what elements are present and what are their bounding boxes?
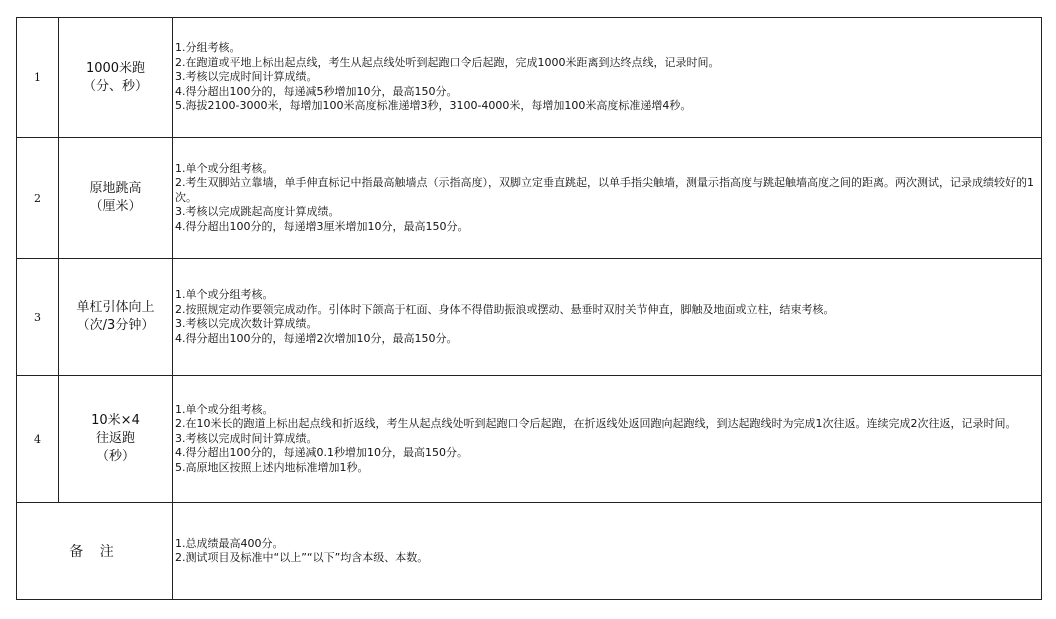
rule-line: 2.在10米长的跑道上标出起点线和折返线，考生从起点线处听到起跑口令后起跑，在折返线处返回跑向起跑线，到达起跑线时为完成1次往返。连续完成2次往返，记录时间。 (175, 417, 1017, 431)
test-item-line: （次/3分钟） (76, 318, 155, 333)
table-row (17, 259, 1042, 376)
rule-line: 5.高原地区按照上述内地标准增加1秒。 (175, 460, 369, 474)
remark-rules (173, 503, 1042, 600)
table-row (17, 18, 1042, 138)
rule-line: 4.得分超出100分的，每递增3厘米增加10分，最高150分。 (175, 219, 469, 233)
test-item-line: （厘米） (89, 199, 142, 214)
rule-line: 4.得分超出100分的，每递减0.1秒增加10分，最高150分。 (175, 446, 468, 460)
test-item-line: （分、秒） (82, 78, 148, 94)
rule-line: 3.考核以完成跳起高度计算成绩。 (175, 205, 340, 219)
row-index: 1 (17, 18, 59, 138)
rule-line: 2.考生双脚站立靠墙，单手伸直标记中指最高触墙点（示指高度），双脚立定垂直跳起，以单手指尖触墙，测量示指高度与跳起触墙高度之间的距离。两次测试，记录成绩较好的1次。 (175, 176, 1034, 204)
rule-line: 1.分组考核。 (175, 41, 241, 55)
rule-line: 3.考核以完成时间计算成绩。 (175, 70, 318, 84)
rule-line: 4.得分超出100分的，每递增2次增加10分，最高150分。 (175, 331, 458, 345)
rule-line: 4.得分超出100分的，每递减5秒增加10分，最高150分。 (175, 84, 458, 98)
test-rules (173, 259, 1042, 376)
test-item-line: （秒） (95, 449, 135, 464)
test-item-line: 原地跳高 (89, 181, 142, 196)
test-item-name (59, 138, 173, 259)
remark-row (17, 503, 1042, 600)
table-row (17, 376, 1042, 503)
remark-label: 备 注 (17, 503, 173, 600)
rule-line: 1.总成绩最高400分。 (175, 536, 284, 550)
rule-line: 3.考核以完成时间计算成绩。 (175, 431, 318, 445)
row-index: 4 (17, 376, 59, 503)
table-row (17, 138, 1042, 259)
rule-line: 1.单个或分组考核。 (175, 402, 274, 416)
test-item-line: 10米×4 (91, 413, 140, 428)
fitness-test-standards-table (16, 17, 1042, 600)
test-rules (173, 18, 1042, 138)
rule-line: 2.在跑道或平地上标出起点线，考生从起点线处听到起跑口令后起跑，完成1000米距离到达终点线，记录时间。 (175, 55, 720, 69)
row-index: 3 (17, 259, 59, 376)
rule-line: 1.单个或分组考核。 (175, 288, 274, 301)
test-item-name (59, 376, 173, 503)
test-item-line: 1000米跑 (85, 60, 146, 76)
test-rules (173, 138, 1042, 259)
rule-line: 2.按照规定动作要领完成动作。引体时下颌高于杠面、身体不得借助振浪或摆动、悬垂时双肘关节伸直，脚触及地面或立柱，结束考核。 (175, 302, 835, 316)
row-index: 2 (17, 138, 59, 259)
test-item-name (59, 259, 173, 376)
rule-line: 2.测试项目及标准中“以上”“以下”均含本级、本数。 (175, 551, 429, 564)
test-item-line: 往返跑 (95, 431, 135, 446)
rule-line: 1.单个或分组考核。 (175, 161, 274, 175)
rule-line: 5.海拔2100-3000米，每增加100米高度标准递增3秒，3100-4000米，每增加100米高度标准递增4秒。 (175, 99, 692, 113)
rule-line: 3.考核以完成次数计算成绩。 (175, 317, 318, 330)
test-item-name (59, 18, 173, 138)
test-item-line: 单杠引体向上 (76, 300, 155, 315)
test-rules (173, 376, 1042, 503)
